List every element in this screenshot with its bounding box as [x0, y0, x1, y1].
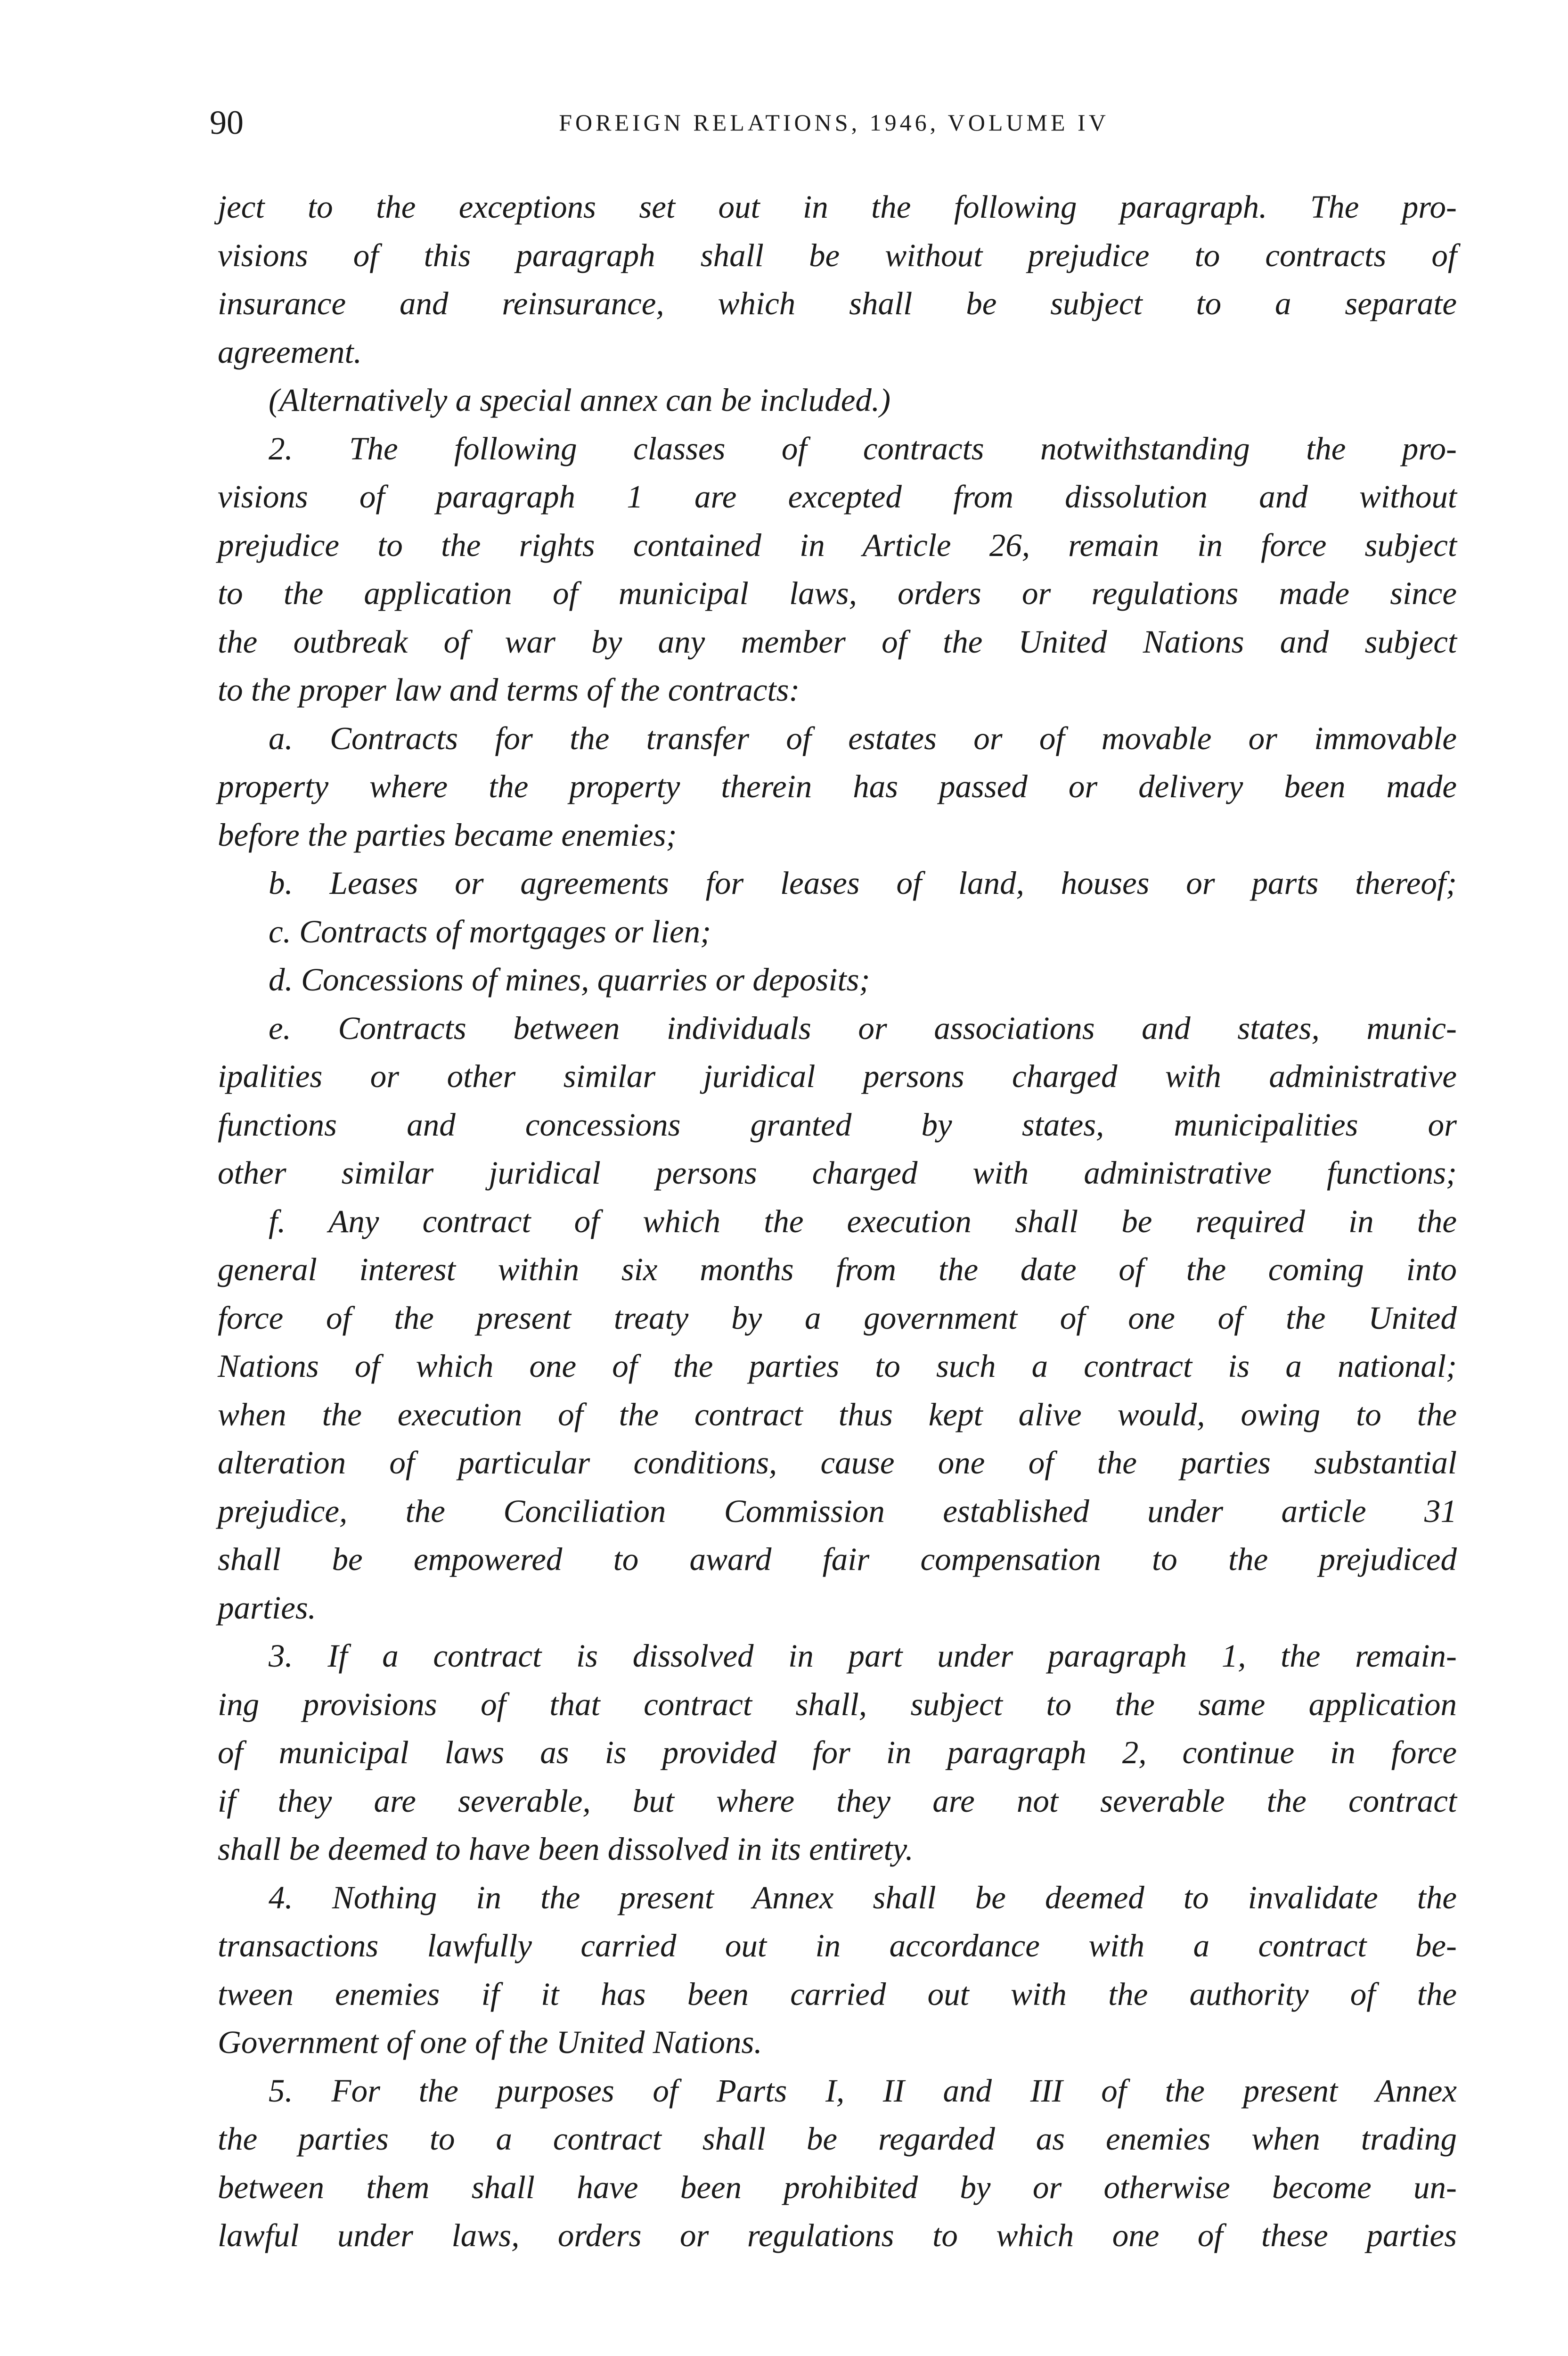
text-line: b. Leases or agreements for leases of land, houses or parts thereof; — [269, 865, 1457, 901]
text-line: prejudice to the rights contained in Article 26, remain in force subject — [218, 527, 1457, 563]
text-line: visions of paragraph 1 are excepted from dissolution and without — [218, 479, 1457, 515]
text-line: lawful under laws, orders or regulations to which one of these parties — [218, 2217, 1457, 2253]
text-line: property where the property therein has passed or delivery been made — [218, 769, 1457, 804]
text-line: functions and concessions granted by states, municipalities or — [218, 1106, 1457, 1143]
text-line: when the execution of the contract thus kept alive would, owing to the — [218, 1396, 1457, 1432]
text-line: prejudice, the Conciliation Commission established under article 31 — [218, 1493, 1457, 1529]
text-line: 5. For the purposes of Parts I, II and III of the present Annex — [269, 2072, 1457, 2109]
text-line: the parties to a contract shall be regarded as enemies when trading — [218, 2121, 1457, 2157]
text-line: ing provisions of that contract shall, subject to the same application — [218, 1686, 1457, 1722]
body-text — [218, 183, 1457, 2260]
text-line: agreement. — [218, 334, 362, 370]
text-line: d. Concessions of mines, quarries or deposits; — [269, 962, 870, 998]
text-line: (Alternatively a special annex can be included.) — [269, 382, 891, 418]
text-line: shall be empowered to award fair compensation to the prejudiced — [218, 1541, 1457, 1577]
text-line: alteration of particular conditions, cause one of the parties substantial — [218, 1445, 1457, 1481]
text-line: of municipal laws as is provided for in paragraph 2, continue in force — [218, 1734, 1457, 1770]
text-line: Government of one of the United Nations. — [218, 2024, 762, 2060]
text-line: a. Contracts for the transfer of estates or of movable or immovable — [269, 720, 1457, 756]
page-header — [210, 97, 1458, 148]
text-line: the outbreak of war by any member of the United Nations and subject — [218, 623, 1457, 660]
text-line: to the proper law and terms of the contracts: — [218, 672, 800, 708]
text-line: ject to the exceptions set out in the following paragraph. The pro- — [218, 189, 1457, 225]
text-line: force of the present treaty by a government of one of the United — [218, 1300, 1457, 1336]
text-line: shall be deemed to have been dissolved in its entirety. — [218, 1831, 914, 1867]
text-line: 2. The following classes of contracts notwithstanding the pro- — [269, 430, 1457, 466]
text-line: to the application of municipal laws, orders or regulations made since — [218, 575, 1457, 611]
text-line: parties. — [218, 1589, 316, 1626]
text-line: e. Contracts between individuals or associations and states, munic- — [269, 1010, 1457, 1046]
text-line: visions of this paragraph shall be without prejudice to contracts of — [218, 237, 1457, 273]
text-line: c. Contracts of mortgages or lien; — [269, 913, 711, 949]
text-line: ipalities or other similar juridical persons charged with administrative — [218, 1058, 1457, 1094]
text-line: between them shall have been prohibited by or otherwise become un- — [218, 2169, 1457, 2205]
text-line: before the parties became enemies; — [218, 817, 677, 853]
text-line: f. Any contract of which the execution shall be required in the — [269, 1203, 1457, 1239]
text-line: if they are severable, but where they are not severable the contract — [218, 1783, 1457, 1819]
text-line: general interest within six months from the date of the coming into — [218, 1252, 1457, 1287]
text-line: 4. Nothing in the present Annex shall be deemed to invalidate the — [269, 1879, 1457, 1915]
text-line: 3. If a contract is dissolved in part under paragraph 1, the remain- — [269, 1638, 1457, 1674]
page-number: 90 — [210, 104, 244, 141]
text-line: transactions lawfully carried out in accordance with a contract be- — [218, 1928, 1457, 1963]
text-line: insurance and reinsurance, which shall be subject to a separate — [218, 286, 1457, 321]
text-line: other similar juridical persons charged with administrative functions; — [218, 1155, 1457, 1191]
running-head: FOREIGN RELATIONS, 1946, VOLUME IV — [559, 109, 1109, 136]
text-line: tween enemies if it has been carried out with the authority of the — [218, 1976, 1457, 2012]
text-line: Nations of which one of the parties to such a contract is a national; — [218, 1348, 1457, 1384]
